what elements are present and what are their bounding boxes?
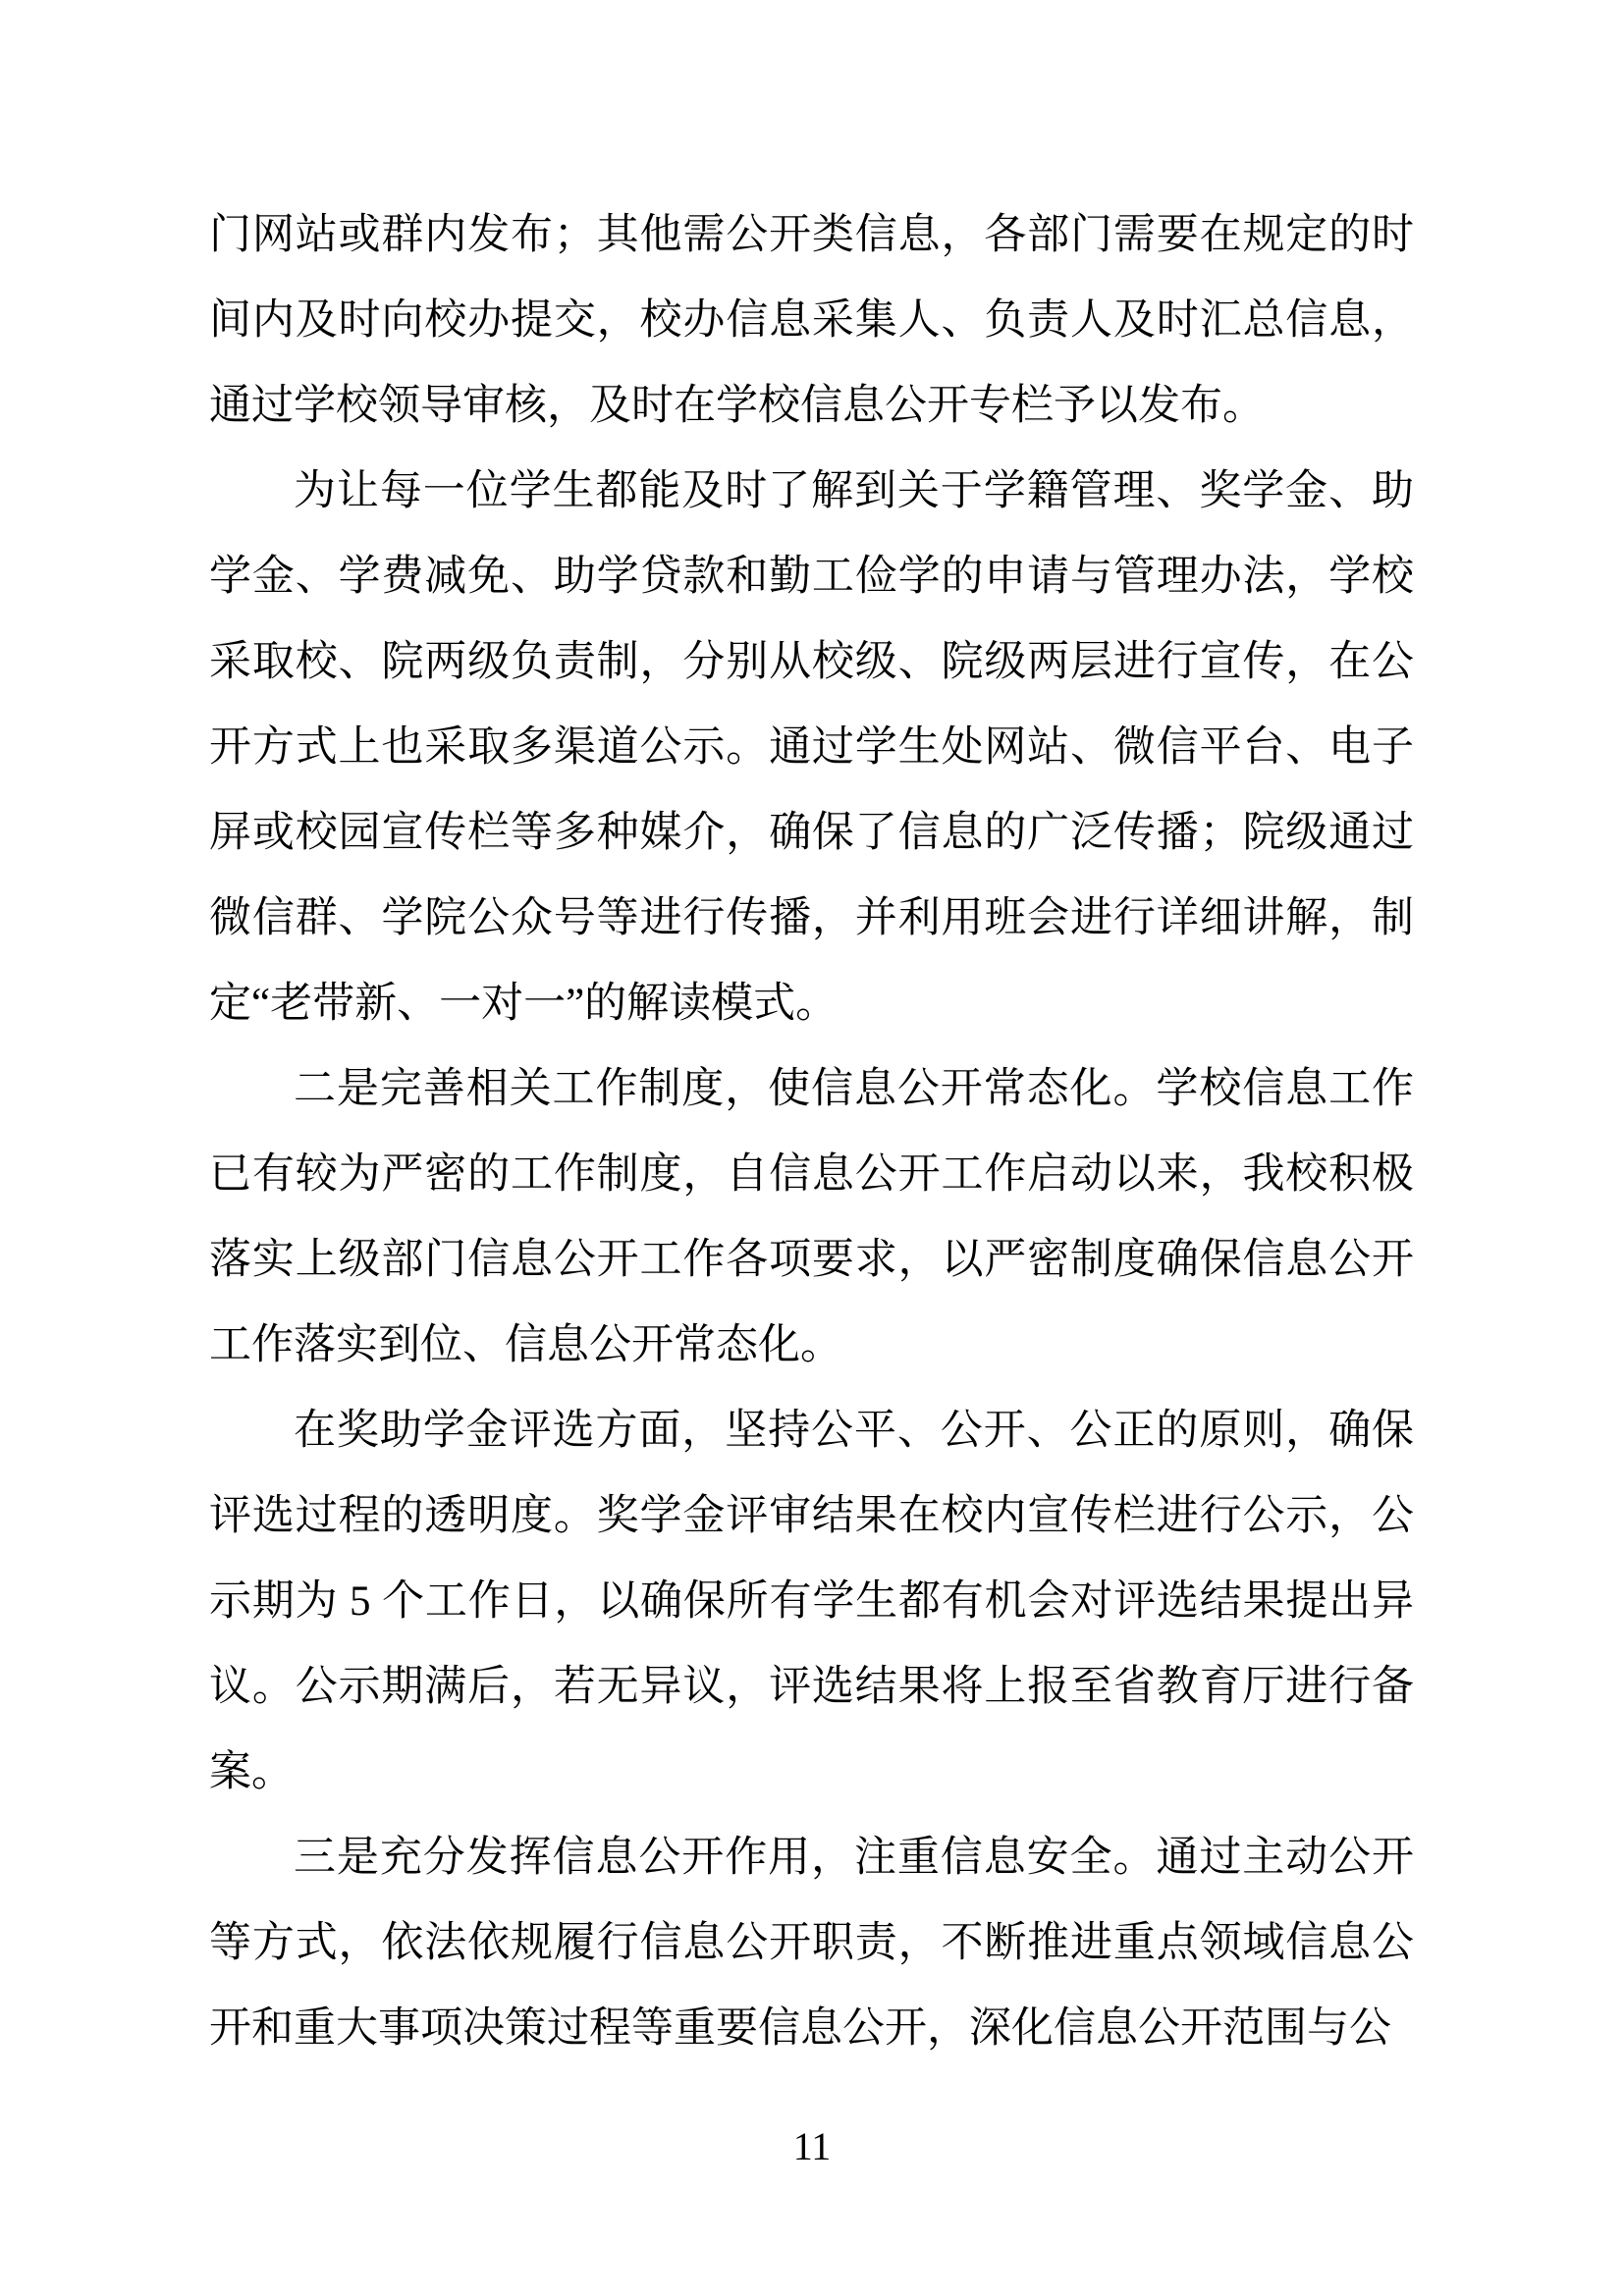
- paragraph: 门网站或群内发布；其他需公开类信息，各部门需要在规定的时间内及时向校办提交，校办信息采集人、负责人及时汇总信息，通过学校领导审核，及时在学校信息公开专栏予以发布。: [209, 212, 1414, 429]
- paragraph: 为让每一位学生都能及时了解到关于学籍管理、奖学金、助学金、学费减免、助学贷款和勤工俭学的申请与管理办法，学校采取校、院两级负责制，分别从校级、院级两层进行宣传，在公开方式上也采取多渠道公示。通过学生处网站、微信平台、电子屏或校园宣传栏等多种媒介，确保了信息的广泛传播；院级通过微信群、学院公众号等进行传播，并利用班会进行详细讲解，制定“老带新、一对一”的解读模式。: [209, 468, 1414, 1027]
- page-number: 11: [792, 2124, 832, 2168]
- paragraph: 三是充分发挥信息公开作用，注重信息安全。通过主动公开等方式，依法依规履行信息公开职责，不断推进重点领域信息公开和重大事项决策过程等重要信息公开，深化信息公开范围与公: [209, 1835, 1414, 2052]
- document-body: [209, 192, 1414, 2071]
- paragraph: 在奖助学金评选方面，坚持公平、公开、公正的原则，确保评选过程的透明度。奖学金评审结果在校内宣传栏进行公示，公示期为 5 个工作日，以确保所有学生都有机会对评选结果提出异议。公示期满后，若无异议，评选结果将上报至省教育厅进行备案。: [209, 1408, 1414, 1795]
- paragraph: 二是完善相关工作制度，使信息公开常态化。学校信息工作已有较为严密的工作制度，自信息公开工作启动以来，我校积极落实上级部门信息公开工作各项要求，以严密制度确保信息公开工作落实到位、信息公开常态化。: [209, 1066, 1414, 1368]
